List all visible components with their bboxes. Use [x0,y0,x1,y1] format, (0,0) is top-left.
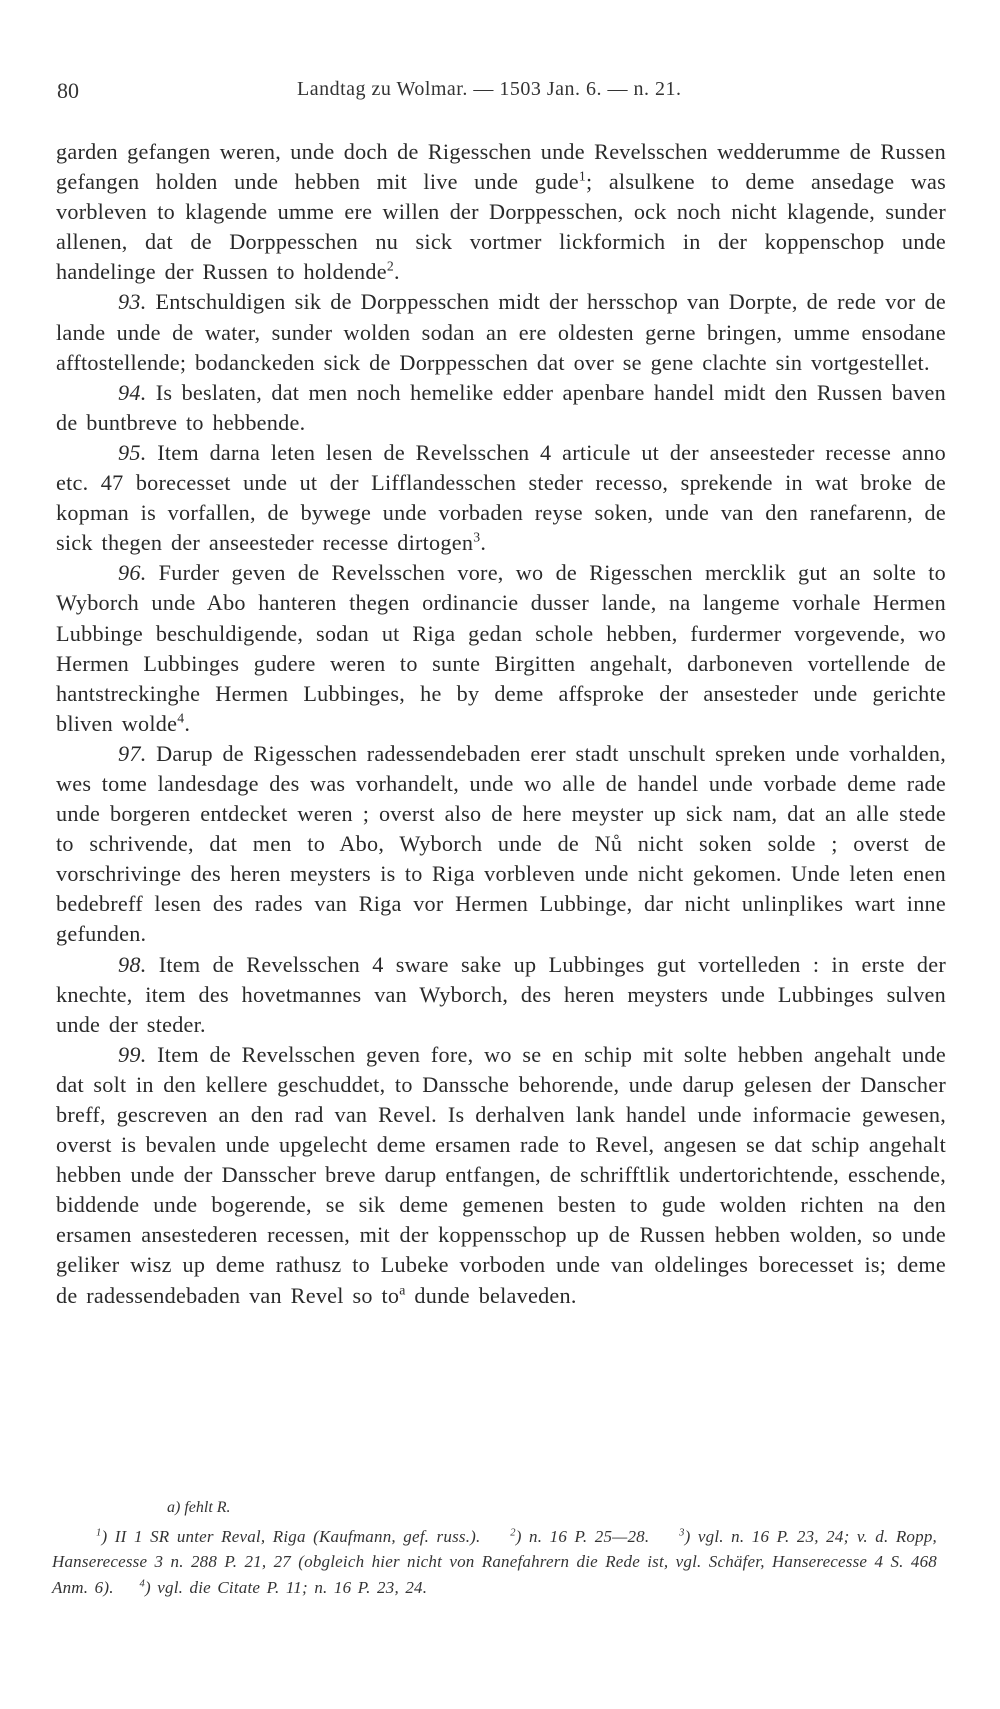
footnote-1: ) II 1 SR unter Reval, Riga (Kaufmann, gef. russ.). [101,1526,481,1546]
paragraph-number: 97. [118,740,147,766]
paragraph-number: 95. [118,439,147,465]
footnote-2: ) n. 16 P. 25—28. [515,1526,650,1546]
page-number: 80 [57,78,79,103]
paragraph-98: 98. Item de Revelsschen 4 sware sake up Lubbinges gut vortelleden : in erste der knechte, item des hovetmannes van Wyborch, des heren meysters unde Lubbinges sulven unde der steder. [56,951,946,1037]
footnote-ref-a: a [399,1282,406,1298]
paragraph-number: 99. [118,1041,147,1067]
footnote-ref-3: 3 [473,529,481,545]
paragraph-94: 94. Is beslaten, dat men noch hemelike edder apenbare handel midt den Russen baven de buntbreve to hebbende. [56,379,946,435]
footnote-ref-4: 4 [177,710,185,726]
footnote-block [52,1524,937,1601]
footnote-ref-1: 1 [578,168,586,184]
paragraph-95: 95. Item darna leten lesen de Revelsschen 4 articule ut der anseesteder recesse anno etc. 47 borecesset unde ut der Lifflandesschen steder recesso, sprekende in wat broke de kopman is vorfallen, de bywege unde vorbaden reyse soken, unde van den ranefarenn, de sick thegen der anseesteder recesse dirtogen$^3$. [56,439,946,556]
footnote-marker-3: 3 [679,1526,685,1538]
paragraph-96: 96. Furder geven de Revelsschen vore, wo de Rigesschen mercklik gut an solte to Wyborch unde Abo hanteren thegen ordinancie dusser lande, na langeme vorhale Hermen Lubbinge beschuldigende, sodan ut Riga gedan schole hebben, furdermer vorgevende, wo Hermen Lubbinges gudere weren to sunte Birgitten angehalt, darboneven vortellende de hantstreckinghe Hermen Lubbinges, he by deme affsproke der ansesteder unde gerichte bliven wolde$^4$. [56,560,946,736]
footnote-marker-4: 4 [139,1577,145,1589]
footnote-marker-2: 2 [510,1526,516,1538]
main-text [56,137,946,1311]
paragraph-93: 93. Entschuldigen sik de Dorppesschen midt der hersschop van Dorpte, de rede vor de lande unde de water, sunder wolden sodan an ere oldesten gerne bringen, umme ensodane afftostellende; bodanckeden sick de Dorppesschen dat over se gene clachte sin vortgestellet. [56,289,946,375]
footnote-marker-1: 1 [96,1526,102,1538]
paragraph-number: 93. [118,289,147,315]
page-header [57,78,937,110]
footnotes [52,1495,937,1600]
paragraph-number: 96. [118,560,147,586]
footnote-ref-2: 2 [386,258,394,274]
running-head: Landtag zu Wolmar. — 1503 Jan. 6. — n. 21. [297,78,682,100]
paragraph-97: 97. Darup de Rigesschen radessendebaden erer stadt unschult spreken unde vorhalden, wes tome landesdage des was vorhandelt, unde wo alle de handel unde vorbade deme rade unde borgeren entdecket weren ; overst also de here meyster up sick nam, dat an alle stede to schrivende, dat men to Abo, Wyborch unde de Nů nicht soken solde ; overst de vorschrivinge des heren meysters is to Riga vorbleven unde nicht gekomen. Unde leten enen bedebreff lesen des rades van Riga vor Hermen Lubbinge, dar nicht unlinplikes wart inne gefunden. [56,740,946,947]
footnote-3: ) vgl. n. 16 P. 23, 24; v. d. Ropp, Hanserecesse 3 n. 288 P. 21, 27 (obgleich hier nicht von Ranefahrern die Rede ist, vgl. Schäfer, Hanserecesse 4 S. 468 Anm. 6). [52,1526,937,1597]
footnote-4: ) vgl. die Citate P. 11; n. 16 P. 23, 24. [144,1577,428,1597]
paragraph-number: 98. [118,951,147,977]
footnote-a: a) fehlt R. [167,1499,231,1516]
paragraph-99: 99. Item de Revelsschen geven fore, wo se en schip mit solte hebben angehalt unde dat solt in den kellere geschuddet, to Danssche behorende, unde darup gelesen der Danscher breff, gescreven an den rad van Revel. Is derhalven lank handel unde informacie gewesen, overst is bevalen unde upgelecht deme ersamen rade to Revel, angesen se dat schip angehalt hebben unde der Dansscher breve darup entfangen, de schrifftlik undertorichtende, esschende, biddende unde bogerende, se sik deme gemenen besten to gude wolden richten na den ersamen ansestederen recessen, mit der koppensschop up de Russen hebben wolden, so unde geliker wisz up deme rathusz to Lubeke vorboden unde van oldelinges borecesset is; deme de radessendebaden van Revel so $to^a$ dunde belaveden. [56,1041,946,1308]
paragraph-continued: garden gefangen weren, unde doch de Rigesschen unde Revelsschen wedderumme de Russen gefangen holden unde hebben mit live unde gude$^1$; alsulkene to deme ansedage was vorbleven to klagende umme ere willen der Dorppesschen, ock noch nicht klagende, sunder allenen, dat de Dorppesschen nu sick vortmer lickformich in der koppenschop unde handelinge der Russen to holdende$^2$. [56,139,946,285]
paragraph-number: 94. [118,379,147,405]
